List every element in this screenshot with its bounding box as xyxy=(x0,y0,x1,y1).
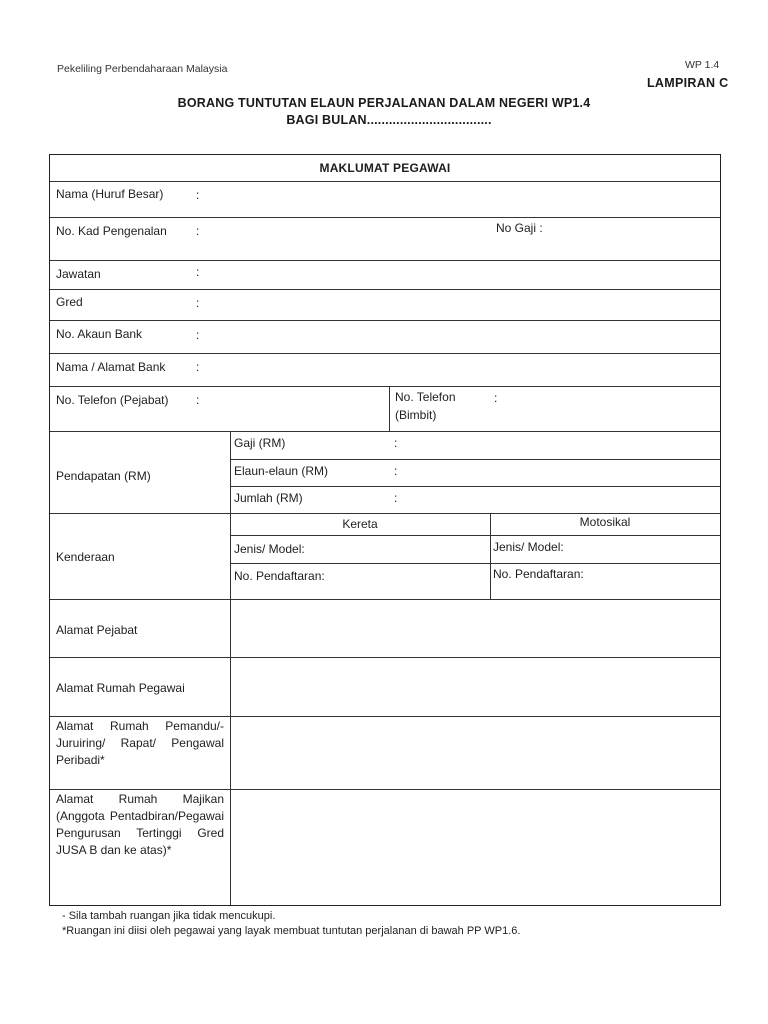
grade-label: Gred xyxy=(56,295,83,309)
employer-home-address-input[interactable] xyxy=(234,791,716,903)
vehicle-label: Kenderaan xyxy=(56,550,115,564)
mobile-phone-label-sub: (Bimbit) xyxy=(395,408,437,422)
allowance-rm-colon: : xyxy=(394,464,398,478)
mobile-phone-colon: : xyxy=(494,391,498,405)
office-phone-colon: : xyxy=(196,393,200,407)
allowance-rm-input[interactable] xyxy=(405,461,715,484)
driver-home-address-label: Alamat Rumah Pemandu/-Juruiring/ Rapat/ Pengawal Peribadi* xyxy=(56,719,224,767)
form-code: WP 1.4 xyxy=(685,59,720,71)
position-input[interactable] xyxy=(210,262,715,287)
grade-colon: : xyxy=(196,296,200,310)
mobile-phone-input[interactable] xyxy=(505,388,715,428)
officer-home-address-label: Alamat Rumah Pegawai xyxy=(56,681,185,695)
bank-address-label: Nama / Alamat Bank xyxy=(56,360,166,374)
bank-account-input[interactable] xyxy=(210,322,715,351)
form-month-line: BAGI BULAN.................................. xyxy=(286,113,492,127)
position-colon: : xyxy=(196,265,200,279)
appendix-label: LAMPIRAN C xyxy=(647,76,729,90)
ic-number-label: No. Kad Pengenalan xyxy=(56,224,167,238)
salary-rm-input[interactable] xyxy=(405,433,715,457)
note-eligibility: *Ruangan ini diisi oleh pegawai yang layak membuat tuntutan perjalanan di bawah PP WP1.6. xyxy=(62,925,521,937)
salary-number-input[interactable] xyxy=(550,219,715,257)
bank-address-colon: : xyxy=(196,360,200,374)
salary-number-label: No Gaji : xyxy=(496,221,543,235)
mobile-phone-label: No. Telefon xyxy=(395,390,456,404)
circular-label: Pekeliling Perbendaharaan Malaysia xyxy=(57,63,228,75)
motorcycle-model-input[interactable] xyxy=(578,537,716,561)
total-rm-input[interactable] xyxy=(405,488,715,511)
income-label: Pendapatan (RM) xyxy=(56,469,151,483)
office-address-input[interactable] xyxy=(234,601,716,655)
office-phone-label: No. Telefon (Pejabat) xyxy=(56,393,169,407)
position-label: Jawatan xyxy=(56,267,101,281)
car-model-label: Jenis/ Model: xyxy=(234,542,305,556)
motorcycle-header: Motosikal xyxy=(579,515,631,529)
form-title: BORANG TUNTUTAN ELAUN PERJALANAN DALAM NEGERI WP1.4 xyxy=(177,96,591,110)
employer-home-address-label: Alamat Rumah Majikan (Anggota Pentadbiran/Pegawai Pengurusan Tertinggi Gred JUSA B dan ke atas)* xyxy=(56,792,224,857)
driver-home-address-input[interactable] xyxy=(234,718,716,787)
name-label: Nama (Huruf Besar) xyxy=(56,187,164,201)
car-header: Kereta xyxy=(342,517,378,531)
grade-input[interactable] xyxy=(210,291,715,318)
motorcycle-registration-input[interactable] xyxy=(598,565,716,597)
ic-number-input[interactable] xyxy=(210,219,480,257)
office-phone-input[interactable] xyxy=(210,388,385,428)
ic-number-colon: : xyxy=(196,224,200,238)
office-address-label: Alamat Pejabat xyxy=(56,623,138,637)
motorcycle-registration-label: No. Pendaftaran: xyxy=(493,567,584,581)
car-registration-input[interactable] xyxy=(340,565,485,597)
note-add-rows: - Sila tambah ruangan jika tidak mencukupi. xyxy=(62,910,276,922)
bank-account-label: No. Akaun Bank xyxy=(56,327,143,341)
name-input[interactable] xyxy=(210,183,715,213)
total-rm-colon: : xyxy=(394,491,398,505)
bank-account-colon: : xyxy=(196,328,200,342)
allowance-rm-label: Elaun-elaun (RM) xyxy=(234,464,329,478)
name-colon: : xyxy=(196,188,200,202)
salary-rm-label: Gaji (RM) xyxy=(234,436,286,450)
salary-rm-colon: : xyxy=(394,436,398,450)
motorcycle-model-label: Jenis/ Model: xyxy=(493,540,564,554)
total-rm-label: Jumlah (RM) xyxy=(234,491,303,505)
bank-address-input[interactable] xyxy=(210,355,715,384)
officer-home-address-input[interactable] xyxy=(234,659,716,714)
car-registration-label: No. Pendaftaran: xyxy=(234,569,325,583)
officer-info-form xyxy=(49,154,721,906)
car-model-input[interactable] xyxy=(320,537,485,561)
section-title: MAKLUMAT PEGAWAI xyxy=(319,161,451,175)
